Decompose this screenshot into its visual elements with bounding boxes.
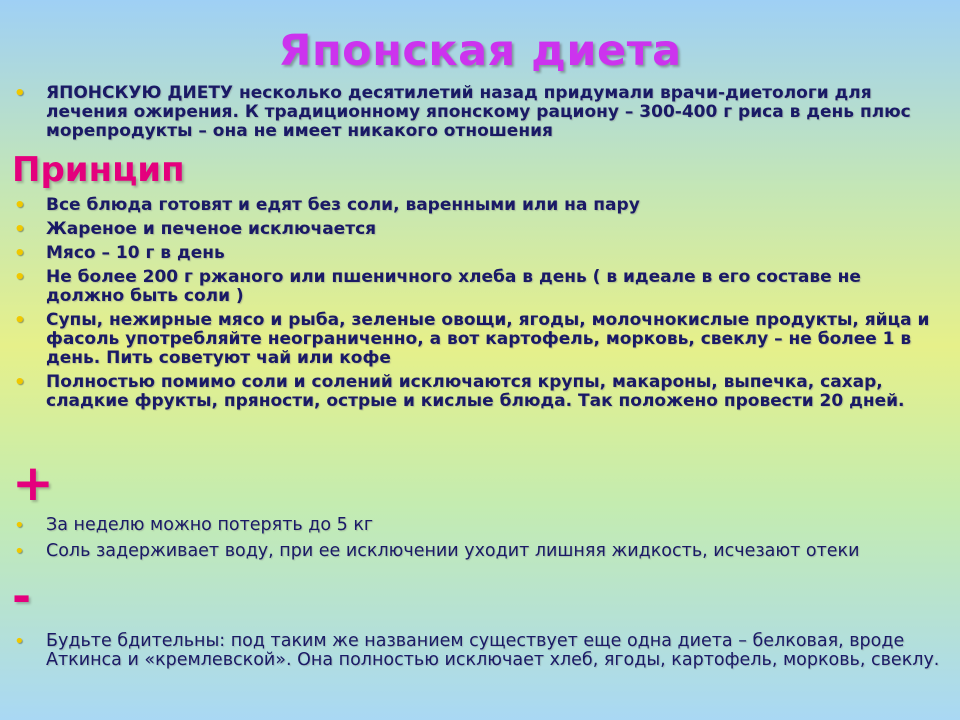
list-item — [14, 373, 944, 411]
intro-text: несколько десятилетий назад придумали врачи-диетологи для лечения ожирения. К традиционному японскому рациону – 300-400 г риса в день плюс морепродукты – она не имеет никакого отношения — [46, 83, 911, 141]
intro-list — [14, 84, 944, 141]
bullet-icon: • — [14, 83, 26, 104]
principle-heading: Принцип — [12, 150, 185, 190]
intro-caps-lead: ЯПОНСКУЮ ДИЕТУ — [46, 83, 234, 103]
bullet-icon: • — [14, 372, 26, 393]
cons-heading: - — [12, 569, 32, 623]
bullet-icon: • — [14, 631, 25, 652]
principle-item-text: Мясо – 10 г в день — [46, 243, 225, 263]
bullet-icon: • — [14, 310, 26, 331]
list-item — [14, 244, 944, 263]
pros-item-text: Соль задерживает воду, при ее исключении уходит лишняя жидкость, исчезают отеки — [46, 541, 860, 561]
principle-item-text: Супы, нежирные мясо и рыба, зеленые овощи, ягоды, молочнокислые продукты, яйца и фасоль употребляйте неограниченно, а вот картофель, морковь, свеклу – не более 1 в день. Пить советуют чай или кофе — [46, 310, 930, 368]
bullet-icon: • — [14, 219, 26, 240]
list-item — [14, 220, 944, 239]
pros-list — [14, 516, 944, 568]
list-item — [14, 632, 944, 670]
pros-item-text: За неделю можно потерять до 5 кг — [46, 515, 374, 535]
cons-item-text: Будьте бдительны: под таким же названием существует еще одна диета – белковая, вроде Аткинса и «кремлевской». Она полностью исключает хлеб, ягоды, картофель, морковь, свеклу. — [46, 631, 940, 670]
slide-title: Японская диета — [278, 26, 682, 76]
principle-list — [14, 196, 944, 416]
list-item — [14, 542, 944, 561]
pros-heading: + — [12, 454, 54, 512]
list-item — [14, 311, 944, 368]
bullet-icon: • — [14, 515, 25, 536]
cons-list — [14, 632, 944, 670]
list-item — [14, 516, 944, 535]
principle-item-text: Полностью помимо соли и солений исключаются крупы, макароны, выпечка, сахар, сладкие фрукты, пряности, острые и кислые блюда. Так положено провести 20 дней. — [46, 372, 905, 411]
list-item — [14, 84, 944, 141]
bullet-icon: • — [14, 267, 26, 288]
list-item — [14, 268, 944, 306]
intro-paragraph — [46, 84, 944, 141]
principle-item-text: Не более 200 г ржаного или пшеничного хлеба в день ( в идеале в его составе не должно быть соли ) — [46, 267, 861, 306]
bullet-icon: • — [14, 195, 26, 216]
bullet-icon: • — [14, 541, 25, 562]
bullet-icon: • — [14, 243, 26, 264]
list-item — [14, 196, 944, 215]
principle-item-text: Жареное и печеное исключается — [46, 219, 377, 239]
principle-item-text: Все блюда готовят и едят без соли, варенными или на пару — [46, 195, 640, 215]
